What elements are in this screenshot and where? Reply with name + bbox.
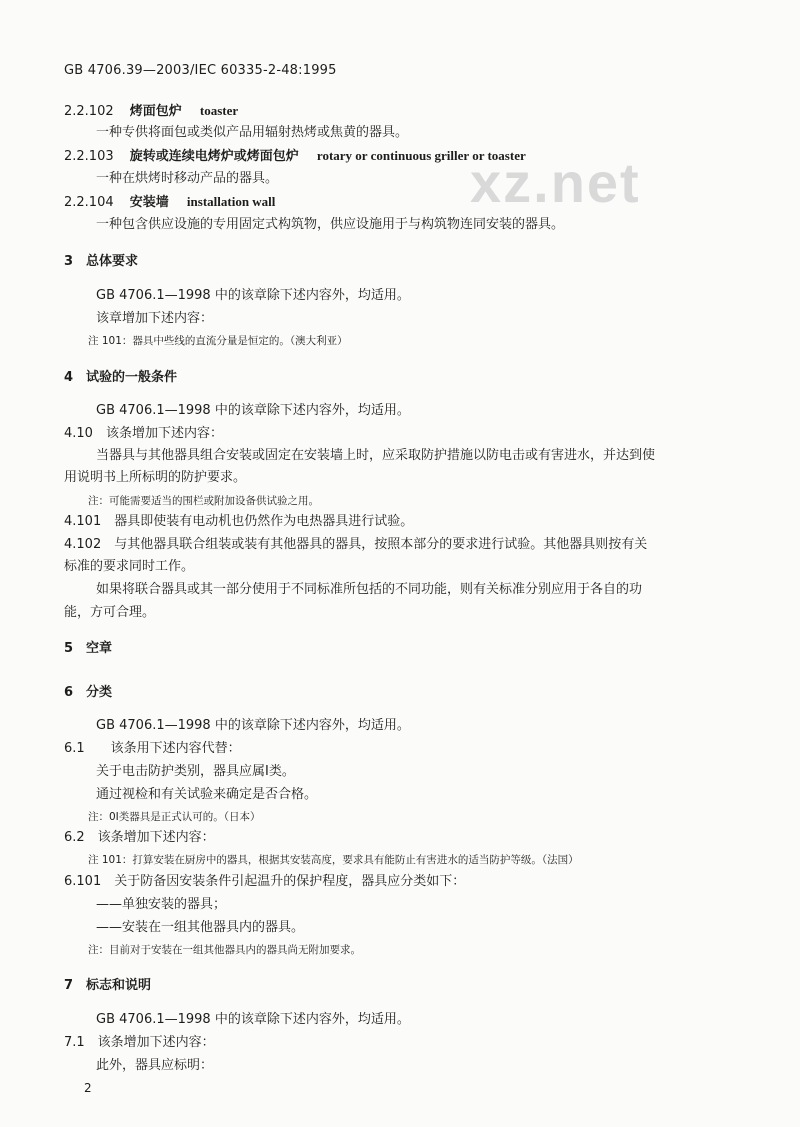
paragraph: 通过视检和有关试验来确定是否合格。 [96,787,318,802]
clause-4-102: 4.102 与其他器具联合组装或装有其他器具的器具，按照本部分的要求进行试验。其他器具则按有关 [64,537,648,552]
standard-header: GB 4706.39—2003/IEC 60335-2-48:1995 [64,63,337,78]
clause-number: 2.2.103 [64,149,114,164]
clause-2-2-102 [64,103,238,120]
paragraph: 标准的要求同时工作。 [64,559,195,574]
term-en: toaster [199,103,239,118]
clause-2-2-104 [64,194,275,211]
term-en: rotary or continuous griller or toaster [316,148,526,163]
term-en: installation wall [186,194,276,209]
section-7-heading: 7 标志和说明 [64,978,152,993]
clause-6-1: 6.1 该条用下述内容代替： [64,741,241,756]
clause-6-101: 6.101 关于防备因安装条件引起温升的保护程度，器具应分类如下： [64,874,466,889]
definition-text: 一种在烘烤时移动产品的器具。 [96,171,279,186]
clause-4-101: 4.101 器具即使装有电动机也仍然作为电热器具进行试验。 [64,514,414,529]
section-4-heading: 4 试验的一般条件 [64,370,178,385]
paragraph: 用说明书上所标明的防护要求。 [64,470,247,485]
paragraph: GB 4706.1—1998 中的该章除下述内容外，均适用。 [96,718,410,733]
definition-text: 一种包含供应设施的专用固定式构筑物，供应设施用于与构筑物连同安装的器具。 [96,217,565,232]
section-5-heading: 5 空章 [64,641,113,656]
note: 注 101：器具中些线的直流分量是恒定的。（澳大利亚） [88,335,348,347]
paragraph: 如果将联合器具或其一部分使用于不同标准所包括的不同功能，则有关标准分别应用于各自的功 [96,582,643,597]
note: 注：目前对于安装在一组其他器具内的器具尚无附加要求。 [88,944,361,956]
clause-2-2-103 [64,148,526,165]
section-6-heading: 6 分类 [64,685,113,700]
note: 注：可能需要适当的围栏或附加设备供试验之用。 [88,495,319,507]
paragraph: 该章增加下述内容： [96,311,214,326]
page-number: 2 [84,1081,92,1095]
clause-number: 2.2.104 [64,195,114,210]
note: 注：0Ⅰ类器具是正式认可的。（日本） [88,811,261,823]
note: 注 101：打算安装在厨房中的器具，根据其安装高度，要求具有能防止有害进水的适当防护等级。（法国） [88,854,579,866]
paragraph: 此外，器具应标明： [96,1058,214,1073]
clause-number: 2.2.102 [64,104,114,119]
paragraph: 当器具与其他器具组合安装或固定在安装墙上时，应采取防护措施以防电击或有害进水，并达到使 [96,448,656,463]
definition-text: 一种专供将面包或类似产品用辐射热烤或焦黄的器具。 [96,125,409,140]
paragraph: GB 4706.1—1998 中的该章除下述内容外，均适用。 [96,288,410,303]
list-item: ——单独安装的器具； [96,897,227,912]
paragraph: 关于电击防护类别，器具应属Ⅰ类。 [96,764,295,779]
clause-6-2: 6.2 该条增加下述内容： [64,830,215,845]
term-cn: 烤面包炉 [129,104,182,119]
paragraph: GB 4706.1—1998 中的该章除下述内容外，均适用。 [96,1012,410,1027]
section-3-heading: 3 总体要求 [64,254,139,269]
clause-4-10: 4.10 该条增加下述内容： [64,426,223,441]
term-cn: 旋转或连续电烤炉或烤面包炉 [129,149,299,164]
clause-7-1: 7.1 该条增加下述内容： [64,1035,215,1050]
paragraph: 能，方可合理。 [64,605,156,620]
paragraph: GB 4706.1—1998 中的该章除下述内容外，均适用。 [96,403,410,418]
term-cn: 安装墙 [129,195,169,210]
list-item: ——安装在一组其他器具内的器具。 [96,920,305,935]
watermark: xz.net [470,151,641,214]
